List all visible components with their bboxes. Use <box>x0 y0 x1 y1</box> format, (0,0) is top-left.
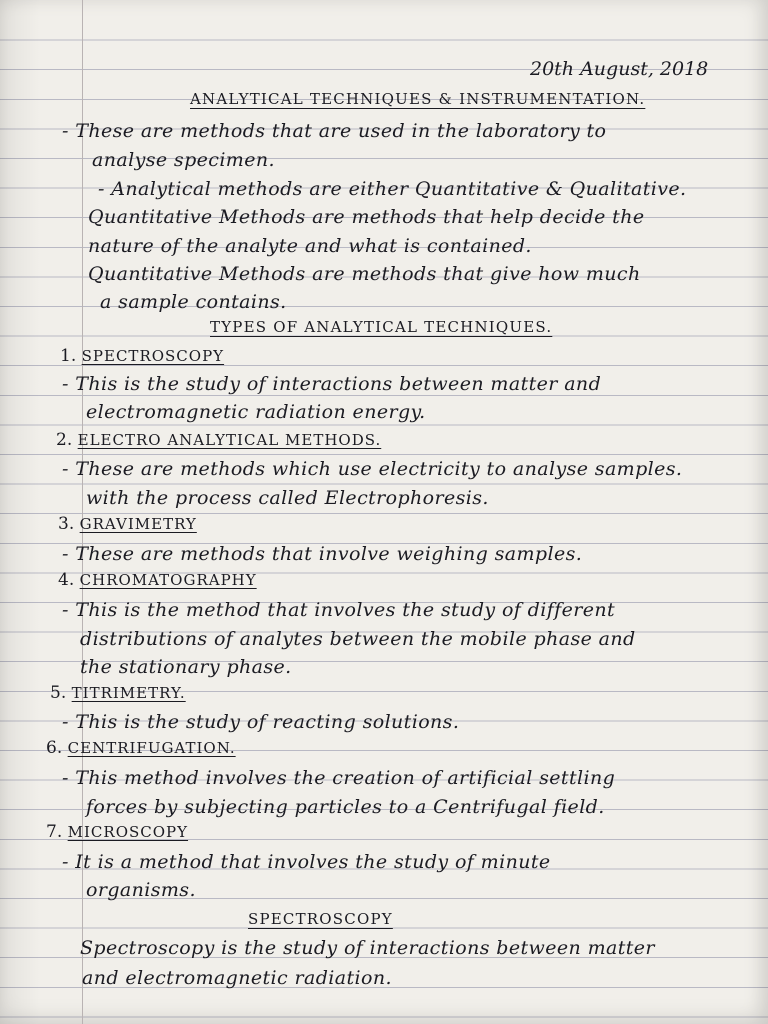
intro-line: Quantitative Methods are methods that give how much <box>88 263 641 285</box>
intro-line: analyse specimen. <box>92 149 275 171</box>
list-item <box>46 738 236 758</box>
item-desc: - This is the study of interactions between matter and <box>62 373 602 395</box>
item-desc: - This method involves the creation of artificial settling <box>62 767 616 789</box>
intro-line: Quantitative Methods are methods that help decide the <box>88 206 645 228</box>
page-title: ANALYTICAL TECHNIQUES & INSTRUMENTATION. <box>190 90 646 108</box>
item-name: CENTRIFUGATION. <box>67 739 236 757</box>
item-number: 4. <box>58 570 75 590</box>
item-number: 2. <box>56 430 73 450</box>
item-number: 5. <box>50 683 67 703</box>
section-heading: SPECTROSCOPY <box>248 910 393 928</box>
item-name: CHROMATOGRAPHY <box>79 571 257 589</box>
intro-line: nature of the analyte and what is contained. <box>88 235 532 257</box>
list-item <box>58 514 197 534</box>
item-number: 3. <box>58 514 75 534</box>
list-item <box>56 430 381 450</box>
list-item <box>46 822 188 842</box>
item-number: 6. <box>46 738 63 758</box>
item-desc: forces by subjecting particles to a Centrifugal field. <box>86 796 605 818</box>
item-number: 7. <box>46 822 63 842</box>
section-text: Spectroscopy is the study of interactions between matter <box>80 937 655 959</box>
item-desc: - These are methods which use electricity to analyse samples. <box>62 458 683 480</box>
item-desc: - This is the study of reacting solutions. <box>62 711 460 733</box>
intro-line: - These are methods that are used in the laboratory to <box>62 120 607 142</box>
list-item <box>50 683 186 703</box>
section-text: and electromagnetic radiation. <box>82 967 392 989</box>
item-desc: - It is a method that involves the study of minute <box>62 851 551 873</box>
item-desc: the stationary phase. <box>80 656 292 678</box>
list-item <box>58 570 257 590</box>
item-desc: distributions of analytes between the mobile phase and <box>80 628 636 650</box>
item-desc: electromagnetic radiation energy. <box>86 401 426 423</box>
item-desc: - These are methods that involve weighing samples. <box>62 543 583 565</box>
item-desc: - This is the method that involves the study of different <box>62 599 616 621</box>
item-name: GRAVIMETRY <box>79 515 197 533</box>
intro-line: a sample contains. <box>100 291 287 313</box>
item-desc: organisms. <box>86 879 196 901</box>
item-desc: with the process called Electrophoresis. <box>86 487 489 509</box>
item-number: 1. <box>60 346 77 366</box>
item-name: SPECTROSCOPY <box>81 347 225 365</box>
item-name: TITRIMETRY. <box>71 684 186 702</box>
list-item <box>60 346 224 366</box>
item-name: ELECTRO ANALYTICAL METHODS. <box>77 431 382 449</box>
item-name: MICROSCOPY <box>67 823 189 841</box>
types-heading: TYPES OF ANALYTICAL TECHNIQUES. <box>210 318 553 336</box>
date: 20th August, 2018 <box>530 58 709 80</box>
intro-line: - Analytical methods are either Quantitative & Qualitative. <box>98 178 687 200</box>
